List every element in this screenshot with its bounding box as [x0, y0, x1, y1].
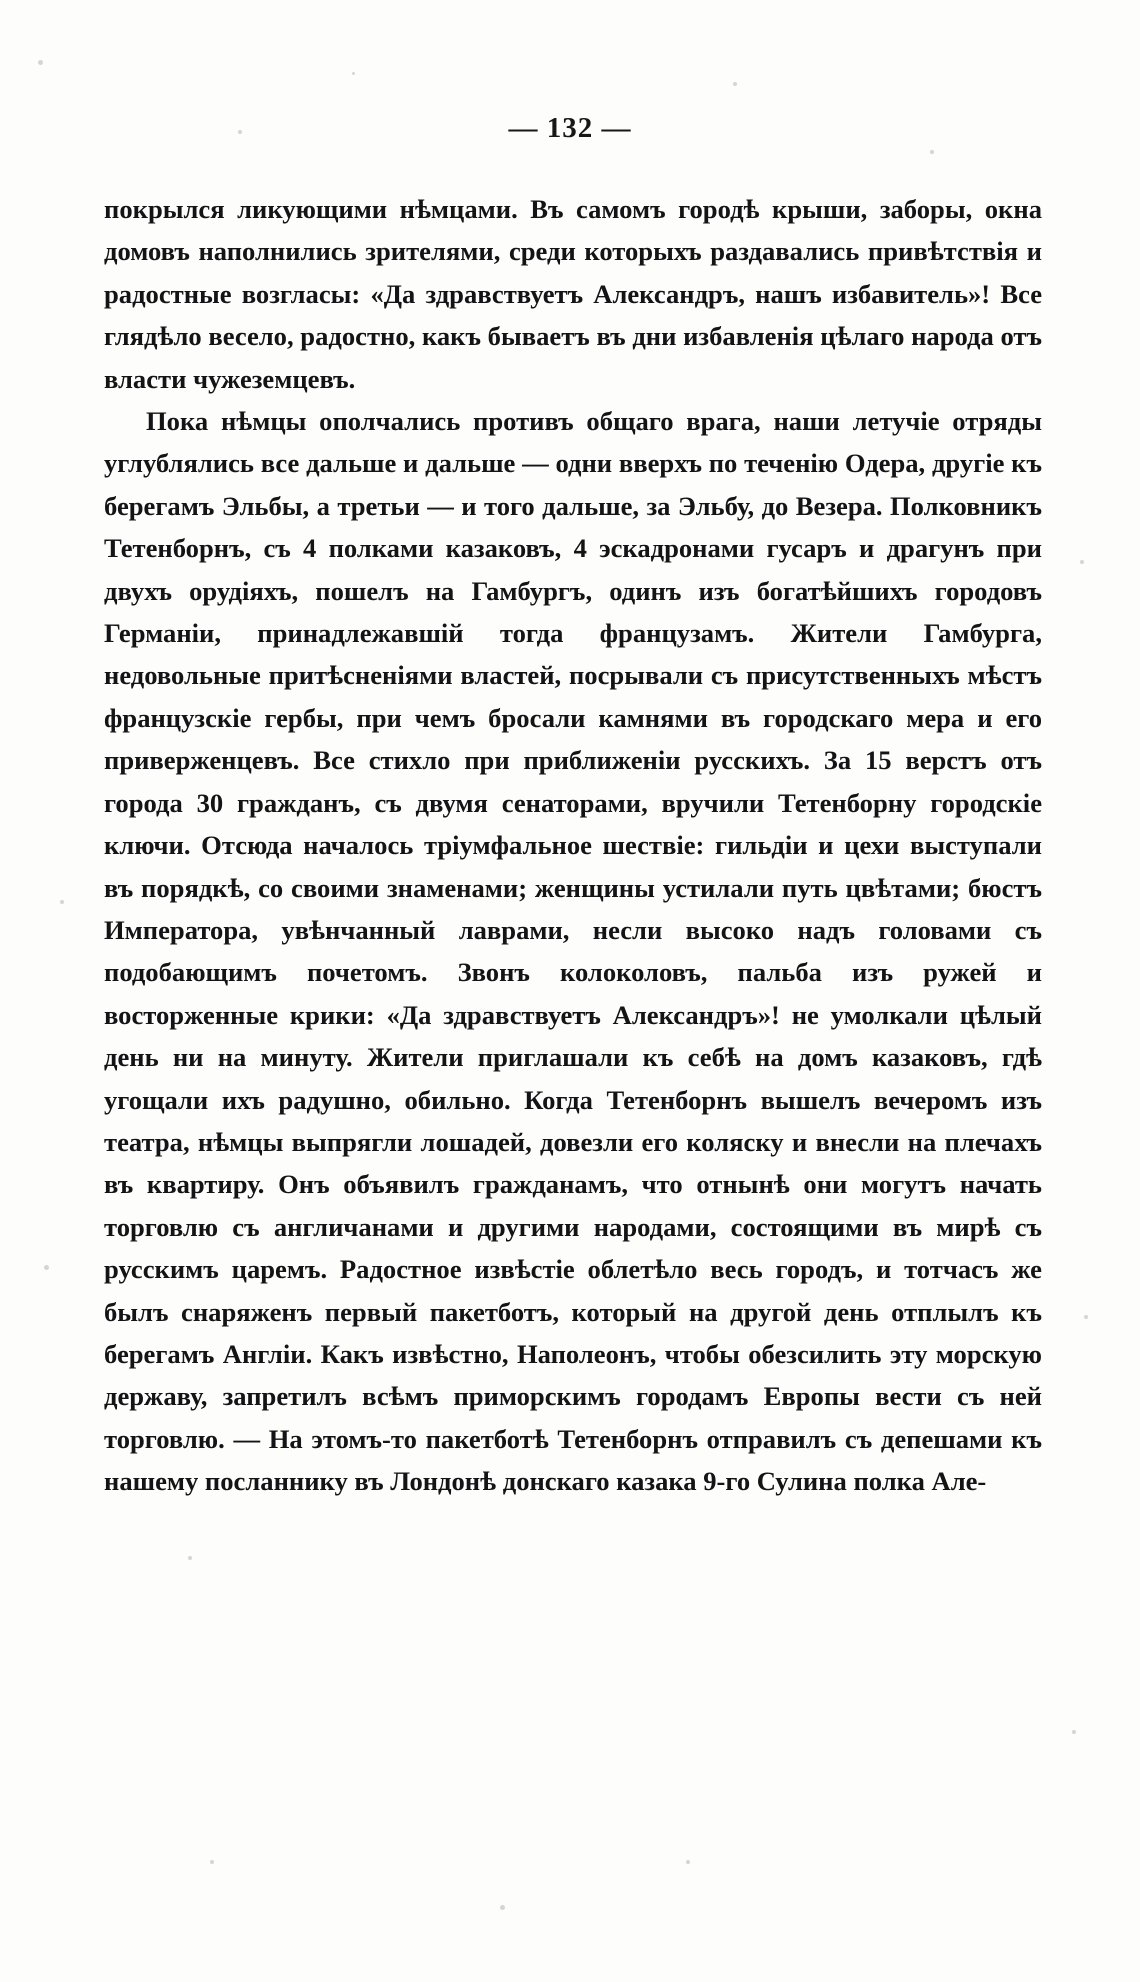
page-number: — 132 —: [508, 112, 632, 144]
scan-speck: [352, 72, 355, 75]
scan-speck: [210, 1860, 214, 1864]
scan-speck: [733, 82, 737, 86]
scan-speck: [44, 1265, 49, 1270]
paragraph: Пока нѣмцы ополчались противъ общаго врага, наши летучіе отряды углублялись все дальше и дальше — одни вверхъ по теченію Одера, другіе къ берегамъ Эльбы, а третьи — и того дальше, за Эльбу, до Везера. Полковникъ Тетенборнъ, съ 4 полками казаковъ, 4 эскадронами гусаръ и драгунъ при двухъ орудіяхъ, пошелъ на Гамбургъ, одинъ изъ богатѣйшихъ городовъ Германіи, принадлежавшій тогда французамъ. Жители Гамбурга, недовольные притѣсненіями властей, посрывали съ присутственныхъ мѣстъ французскіе гербы, при чемъ бросали камнями въ городскаго мера и его приверженцевъ. Все стихло при приближеніи русскихъ. За 15 верстъ отъ города 30 гражданъ, съ двумя сенаторами, вручили Тетенборну городскіе ключи. Отсюда началось тріумфальное шествіе: гильдіи и цехи выступали въ порядкѣ, со своими знаменами; женщины устилали путь цвѣтами; бюстъ Императора, увѣнчанный лаврами, несли высоко надъ головами съ подобающимъ почетомъ. Звонъ колоколовъ, пальба изъ ружей и восторженные крики: «Да здравствуетъ Александръ»! не умолкали цѣлый день ни на минуту. Жители приглашали къ себѣ на домъ казаковъ, гдѣ угощали ихъ радушно, обильно. Когда Тетенборнъ вышелъ вечеромъ изъ театра, нѣмцы выпрягли лошадей, довезли его коляску и внесли на плечахъ въ квартиру. Онъ объявилъ гражданамъ, что отнынѣ они могутъ начать торговлю съ англичанами и другими народами, состоящими въ мирѣ съ русскимъ царемъ. Радостное извѣстіе облетѣло весь городъ, и тотчасъ же былъ снаряженъ первый пакетботъ, который на другой день отплылъ къ берегамъ Англіи. Какъ извѣстно, Наполеонъ, чтобы обезсилить эту морскую державу, запретилъ всѣмъ приморскимъ городамъ Европы вести съ ней торговлю. — На этомъ-то пакетботѣ Тетенборнъ отправилъ съ депешами къ нашему посланнику въ Лондонѣ донскаго казака 9-го Сулина полка Але-: [104, 406, 1042, 1497]
scan-speck: [1080, 560, 1084, 564]
page-body: [104, 188, 1042, 1503]
scan-speck: [38, 60, 43, 65]
scan-speck: [60, 900, 64, 904]
scan-speck: [1084, 1315, 1088, 1319]
paragraph: покрылся ликующими нѣмцами. Въ самомъ городѣ крыши, заборы, окна домовъ наполнились зрителями, среди которыхъ раздавались привѣтствія и радостные возгласы: «Да здравствуетъ Александръ, нашъ избавитель»! Все глядѣло весело, радостно, какъ бываетъ въ дни избавленія цѣлаго народа отъ власти чужеземцевъ.: [104, 194, 1042, 394]
scan-speck: [188, 1556, 192, 1560]
scan-speck: [1072, 1730, 1076, 1734]
scan-speck: [686, 1860, 690, 1864]
scan-speck: [930, 150, 934, 154]
scan-speck: [500, 1905, 505, 1910]
